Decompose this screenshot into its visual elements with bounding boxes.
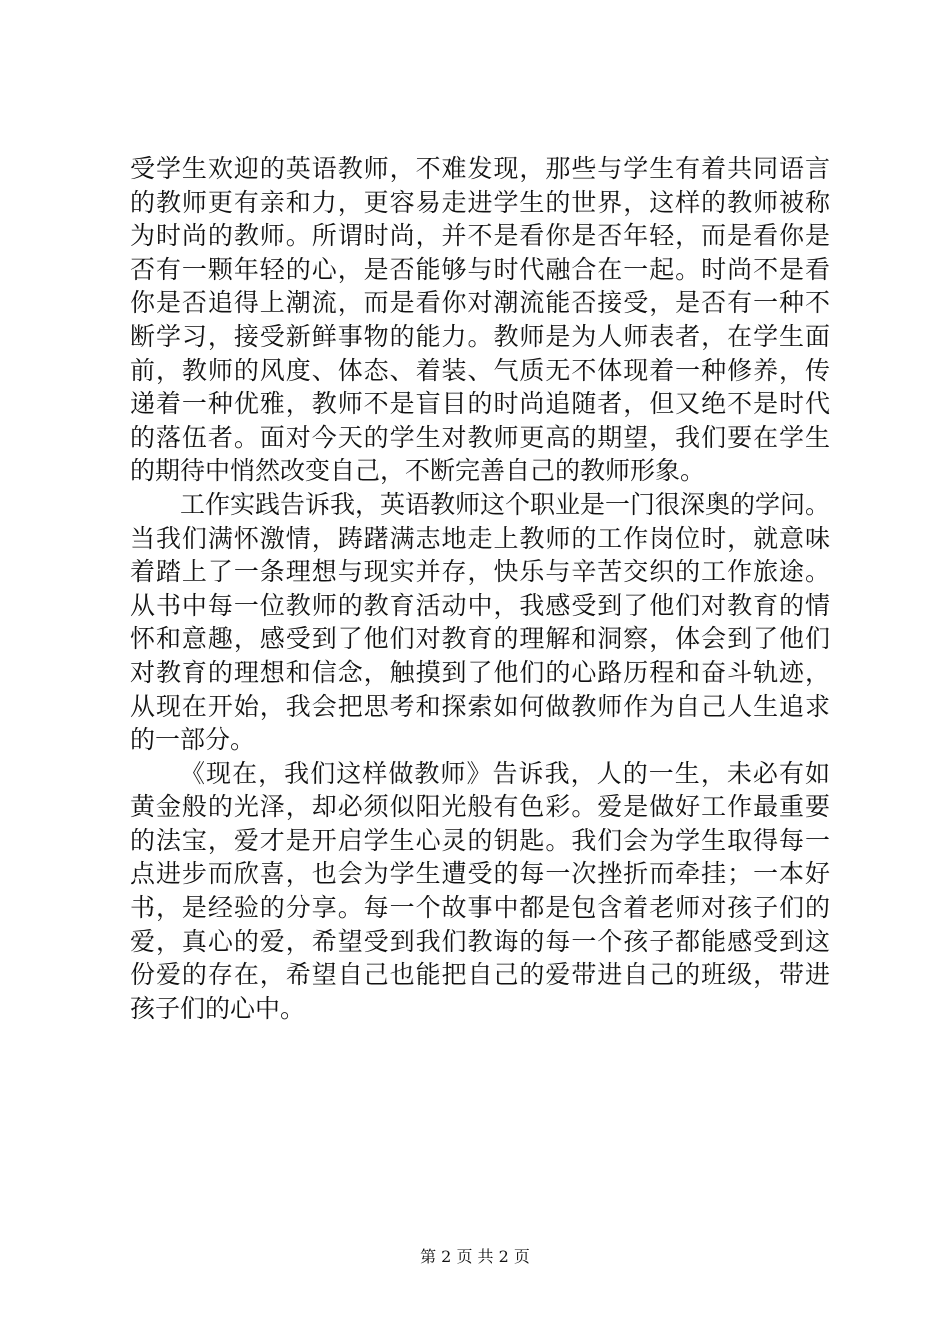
text-line: 断学习，接受新鲜事物的能力。教师是为人师表者，在学生面 [130, 321, 830, 351]
text-line: 对教育的理想和信念，触摸到了他们的心路历程和奋斗轨迹， [130, 657, 830, 687]
text-line: 怀和意趣，感受到了他们对教育的理解和洞察，体会到了他们 [130, 624, 830, 654]
text-line: 爱，真心的爱，希望受到我们教诲的每一个孩子都能感受到这 [130, 926, 830, 956]
text-line: 孩子们的心中。 [130, 993, 306, 1023]
text-line: 从现在开始，我会把思考和探索如何做教师作为自己人生追求 [130, 691, 830, 721]
text-line: 的期待中悄然改变自己，不断完善自己的教师形象。 [130, 456, 706, 486]
text-line: 的教师更有亲和力，更容易走进学生的世界，这样的教师被称 [130, 187, 830, 217]
document-body [130, 152, 830, 1025]
text-line: 工作实践告诉我，英语教师这个职业是一门很深奥的学问。 [180, 489, 831, 519]
text-line: 黄金般的光泽，却必须似阳光般有色彩。爱是做好工作最重要 [130, 792, 830, 822]
paragraph-3 [130, 757, 830, 1026]
text-line: 的落伍者。面对今天的学生对教师更高的期望，我们要在学生 [130, 422, 830, 452]
text-line: 否有一颗年轻的心，是否能够与时代融合在一起。时尚不是看 [130, 254, 830, 284]
text-line: 你是否追得上潮流，而是看你对潮流能否接受，是否有一种不 [130, 288, 830, 318]
text-line: 着踏上了一条理想与现实并存，快乐与辛苦交织的工作旅途。 [130, 557, 830, 587]
text-line: 《现在，我们这样做教师》告诉我，人的一生，未必有如 [180, 758, 830, 788]
text-line: 从书中每一位教师的教育活动中，我感受到了他们对教育的情 [130, 590, 830, 620]
text-line: 份爱的存在，希望自己也能把自己的爱带进自己的班级，带进 [130, 960, 830, 990]
text-line: 当我们满怀激情，踌躇满志地走上教师的工作岗位时，就意味 [130, 523, 830, 553]
text-line: 为时尚的教师。所谓时尚，并不是看你是否年轻，而是看你是 [130, 221, 830, 251]
text-line: 的法宝，爱才是开启学生心灵的钥匙。我们会为学生取得每一 [130, 825, 830, 855]
paragraph-2 [130, 488, 830, 757]
page-number-footer: 第 2 页 共 2 页 [420, 1247, 530, 1266]
paragraph-1 [130, 152, 830, 488]
text-line: 书，是经验的分享。每一个故事中都是包含着老师对孩子们的 [130, 893, 830, 923]
text-line: 点进步而欣喜，也会为学生遭受的每一次挫折而牵挂；一本好 [130, 859, 830, 889]
text-line: 的一部分。 [130, 725, 256, 755]
text-line: 递着一种优雅，教师不是盲目的时尚追随者，但又绝不是时代 [130, 389, 830, 419]
text-line: 前，教师的风度、体态、着装、气质无不体现着一种修养，传 [130, 355, 830, 385]
text-line: 受学生欢迎的英语教师，不难发现，那些与学生有着共同语言 [130, 154, 830, 183]
